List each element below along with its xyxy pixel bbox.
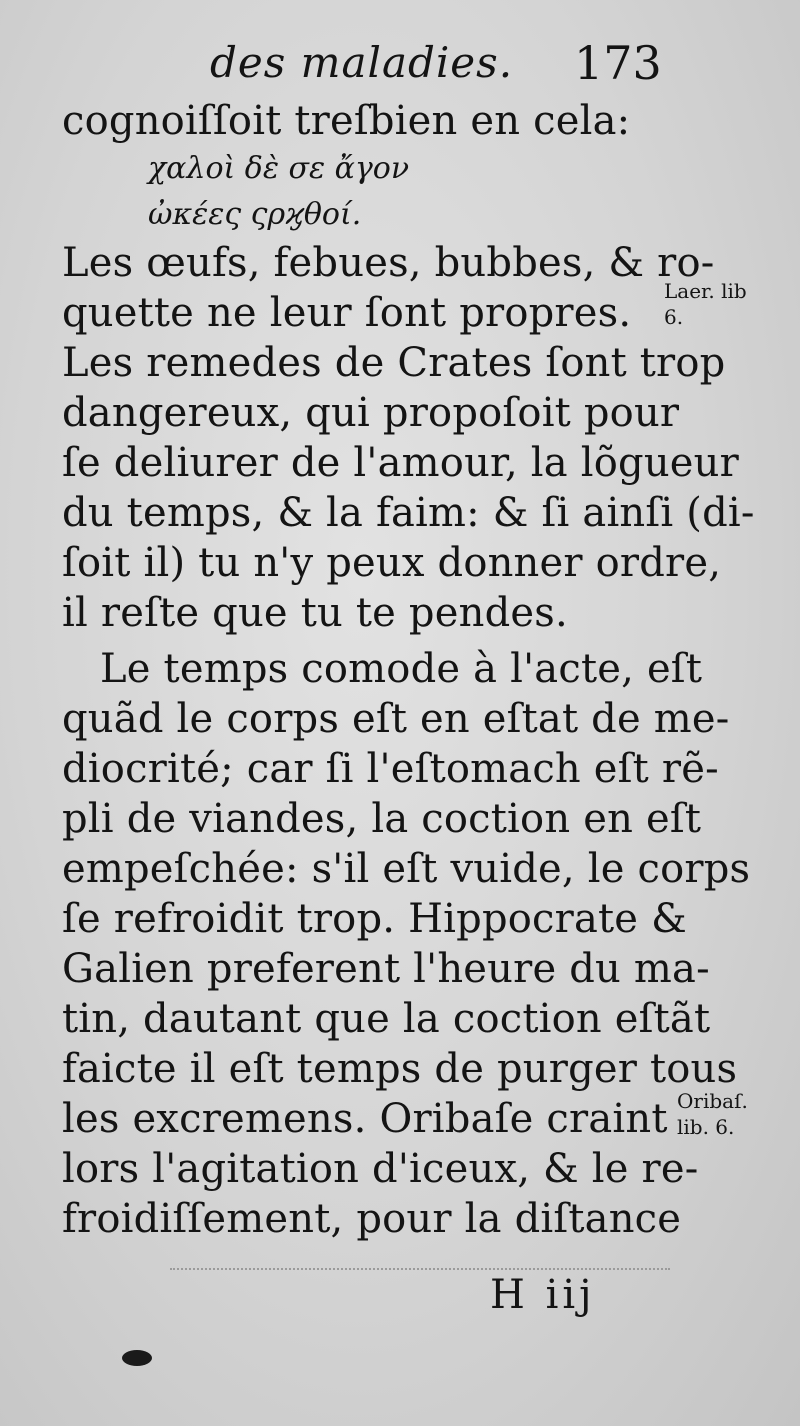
- text-line: lors l'agitation d'iceux, & le re-: [62, 1146, 699, 1192]
- text-line: du temps, & la faim: & ſi ainſi (di-: [62, 490, 755, 536]
- text-line: dangereux, qui propoſoit pour: [62, 390, 680, 436]
- text-line: les excremens. Oribaſe craint: [62, 1096, 668, 1142]
- text-line: quãd le corps eſt en eſtat de me-: [62, 696, 730, 742]
- signature-mark: H iij: [490, 1272, 596, 1318]
- page-header: [0, 28, 660, 98]
- margin-note-line: Laer. lib: [664, 279, 747, 303]
- running-head: des maladies.: [210, 38, 514, 87]
- text-line: faicte il eſt temps de purger tous: [62, 1046, 738, 1092]
- page-number: 173: [574, 36, 662, 90]
- text-line: quette ne leur ſont propres.: [62, 290, 632, 336]
- text-line: ſe deliurer de l'amour, la lõgueur: [62, 440, 739, 486]
- text-line: cognoiſſoit treſbien en cela:: [62, 98, 631, 144]
- margin-note-laertius: [664, 278, 747, 330]
- bottom-rule: [170, 1268, 670, 1271]
- text-line: Les œufs, febues, bubbes, & ro-: [62, 240, 715, 286]
- margin-note-line: lib. 6.: [677, 1115, 735, 1139]
- ink-blot: [122, 1350, 152, 1366]
- text-line: empeſchée: s'il eſt vuide, le corps: [62, 846, 751, 892]
- text-line: Galien preferent l'heure du ma-: [62, 946, 710, 992]
- text-line: diocrité; car ſi l'eſtomach eſt rẽ-: [62, 746, 719, 792]
- text-line: il reſte que tu te pendes.: [62, 590, 568, 636]
- text-line: ſoit il) tu n'y peux donner ordre,: [62, 540, 722, 586]
- text-line: pli de viandes, la coction en eſt: [62, 796, 702, 842]
- greek-quote-line: χαλοὶ δὲ σε ἄγον: [148, 151, 410, 186]
- paragraph-start-line: Le temps comode à l'acte, eſt: [100, 646, 703, 692]
- text-line: Les remedes de Crates ſont trop: [62, 340, 726, 386]
- text-line: ſe refroidit trop. Hippocrate &: [62, 896, 687, 942]
- margin-note-line: Oribaſ.: [677, 1089, 748, 1113]
- text-line: tin, dautant que la coction eſtãt: [62, 996, 711, 1042]
- greek-quote-line: ὠκέες ςρϗθοί.: [148, 197, 362, 232]
- text-line: froidiſſement, pour la diſtance: [62, 1196, 682, 1242]
- margin-note-oribasius: [677, 1088, 748, 1140]
- margin-note-line: 6.: [664, 305, 684, 329]
